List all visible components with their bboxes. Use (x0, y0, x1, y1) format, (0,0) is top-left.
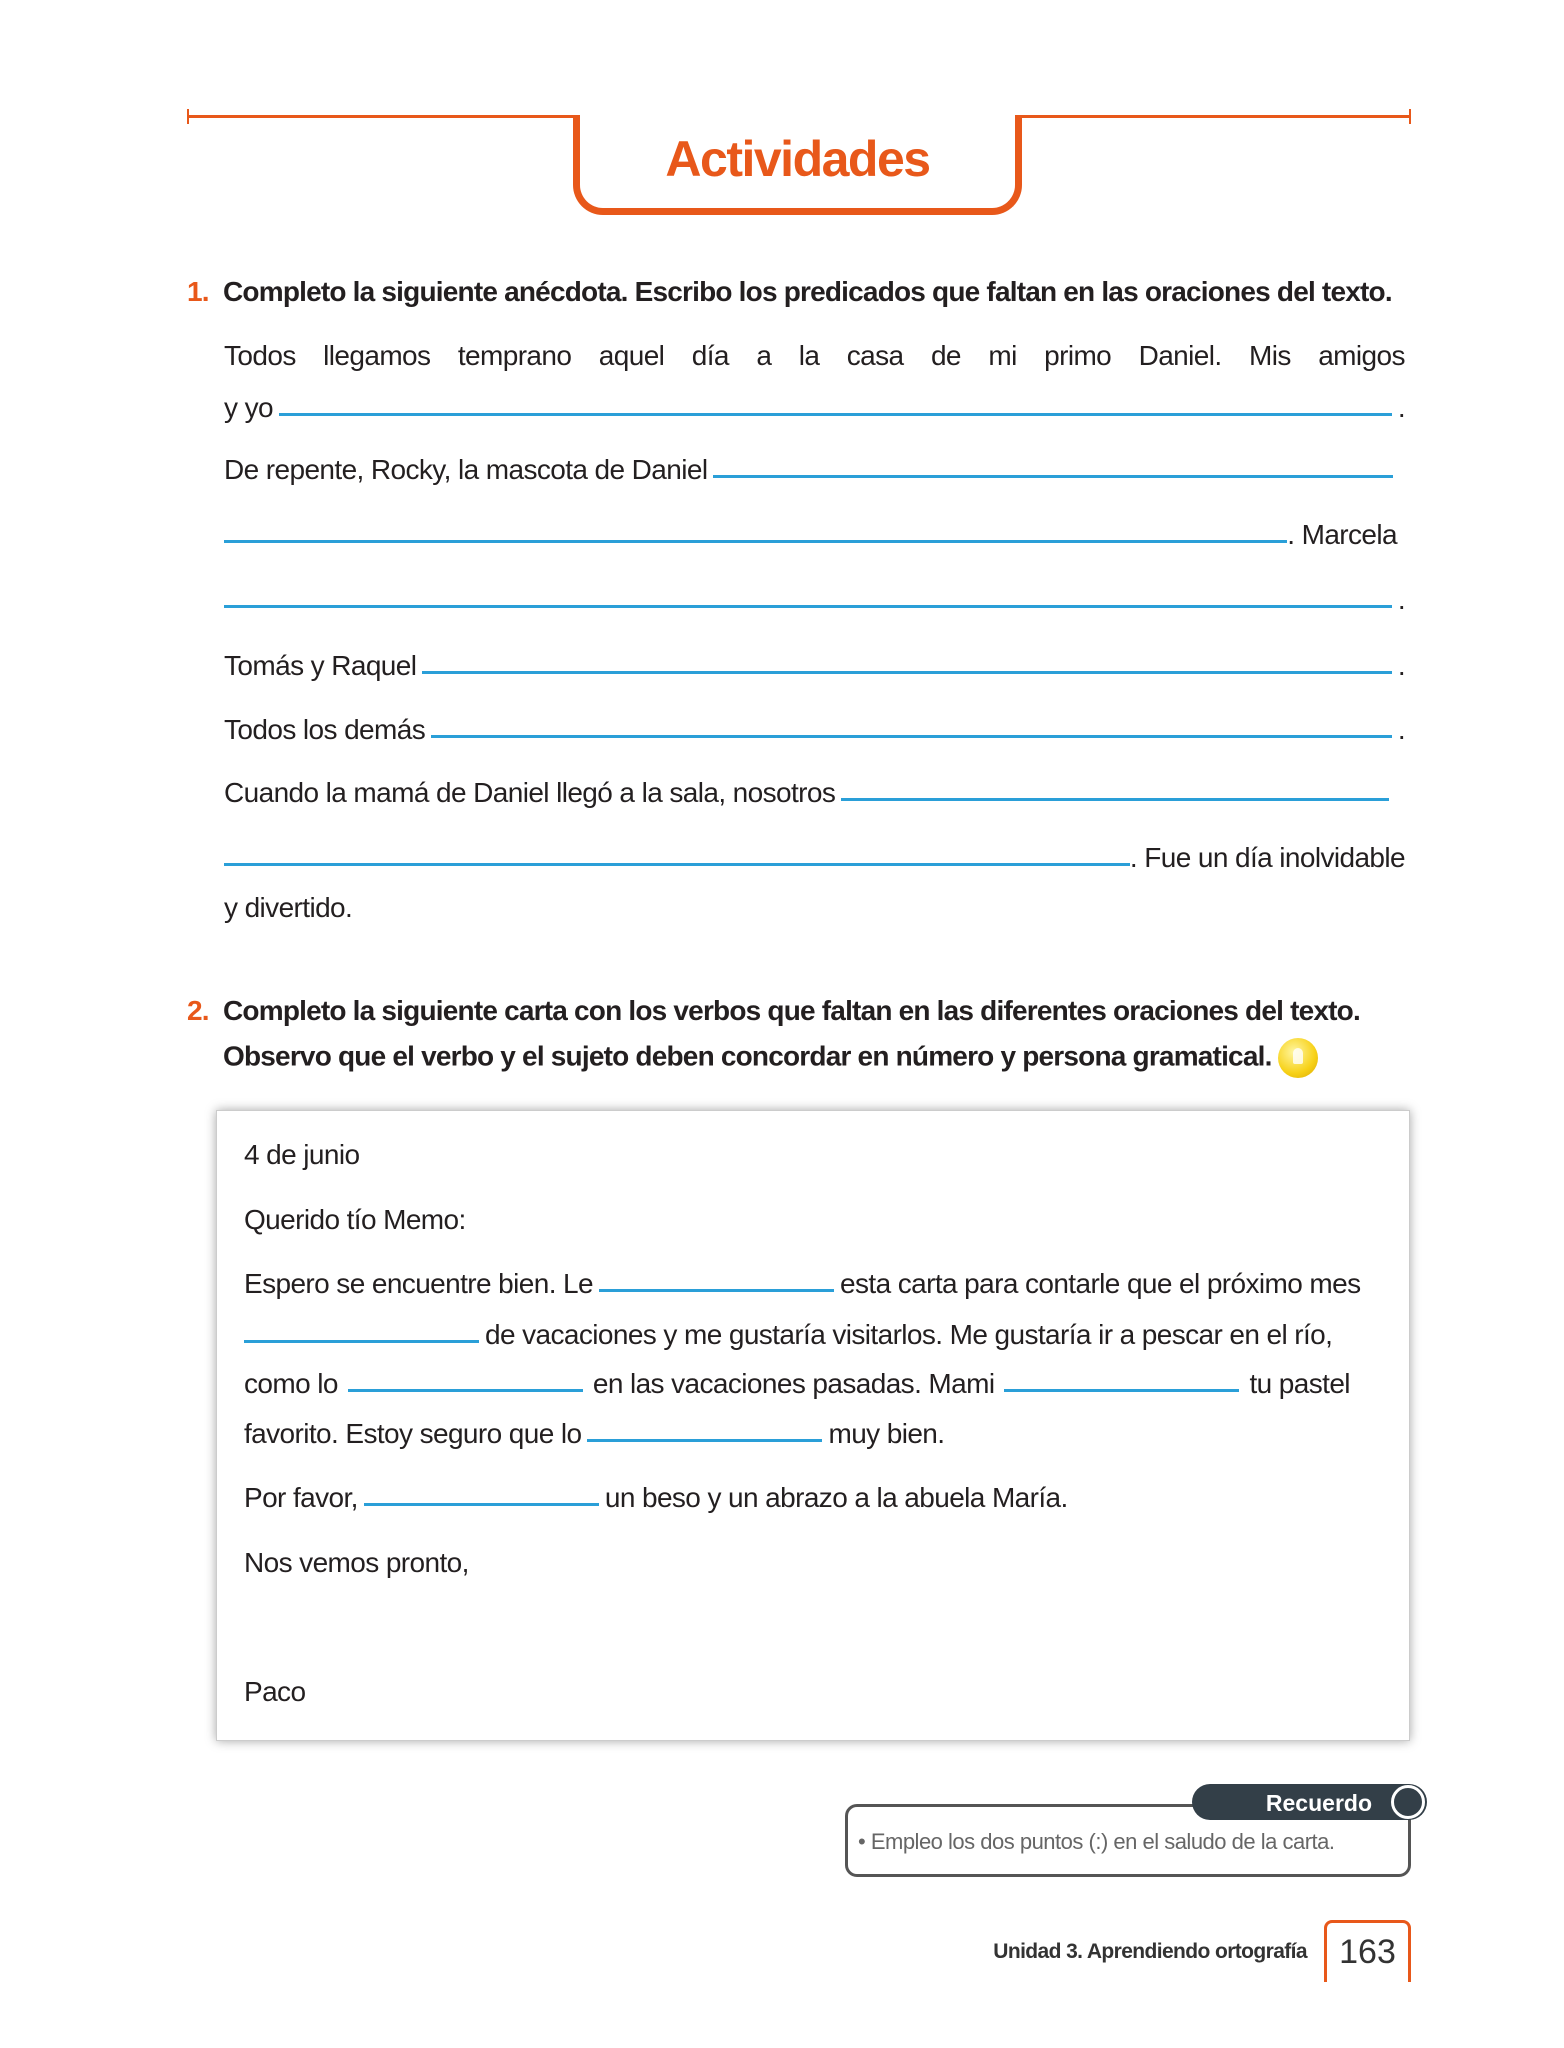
letter-line-1 (244, 1264, 1392, 1300)
word: Daniel. (1138, 340, 1222, 371)
text: Nos vemos pronto, (244, 1547, 469, 1578)
q1-line-9 (224, 838, 1405, 874)
q1-line-5 (224, 580, 1405, 616)
reminder-tab (1192, 1784, 1427, 1820)
period: . (1397, 650, 1405, 681)
reminder-title: Recuerdo (1265, 1790, 1372, 1816)
letter-closing (244, 1543, 1392, 1579)
word: día (691, 340, 729, 371)
word: mi (988, 340, 1017, 371)
q1-line-6 (224, 646, 1405, 682)
section-title: Actividades (665, 131, 930, 187)
answer-blank[interactable] (713, 475, 1393, 478)
text: Cuando la mamá de Daniel llegó a la sala, nosotros (224, 777, 836, 808)
answer-blank[interactable] (279, 413, 1392, 416)
text: de vacaciones y me gustaría visitarlos. Me gustaría ir a pescar en el río, (485, 1319, 1333, 1350)
period: . (1397, 392, 1405, 423)
q1-line-8 (224, 773, 1405, 809)
circle-icon (1391, 1785, 1425, 1819)
text: 4 de junio (244, 1139, 360, 1170)
q1-instruction-text: Completo la siguiente anécdota. Escribo los predicados que faltan en las oraciones del texto. (223, 276, 1392, 307)
text: y divertido. (224, 892, 353, 923)
letter-line-3 (244, 1364, 1392, 1400)
text: . Marcela (1287, 519, 1397, 550)
word: amigos (1318, 340, 1405, 371)
text: un beso y un abrazo a la abuela María. (604, 1482, 1068, 1513)
answer-blank[interactable] (364, 1503, 599, 1506)
text: Observo que el verbo y el sujeto deben concordar en número y persona gramatical. (223, 1040, 1272, 1072)
word: a (756, 340, 772, 371)
word: primo (1044, 340, 1112, 371)
answer-blank[interactable] (841, 798, 1389, 801)
text: como lo (244, 1368, 338, 1399)
text: De repente, Rocky, la mascota de Daniel (224, 454, 708, 485)
answer-blank[interactable] (599, 1289, 834, 1292)
page-number: 163 (1324, 1920, 1411, 1982)
answer-blank[interactable] (348, 1389, 583, 1392)
text: esta carta para contarle que el próximo mes (840, 1268, 1361, 1299)
period: . (1397, 584, 1405, 615)
letter-line-4 (244, 1414, 1392, 1450)
text: Por favor, (244, 1482, 358, 1513)
lightbulb-icon (1278, 1038, 1318, 1078)
letter-signature (244, 1672, 1392, 1708)
q2-number: 2. (187, 995, 209, 1026)
q1-line-4 (224, 515, 1405, 551)
letter-greeting (244, 1200, 1392, 1236)
q2-instruction-1 (187, 995, 1360, 1027)
period: . (1397, 714, 1405, 745)
q1-number: 1. (187, 276, 209, 307)
answer-blank[interactable] (422, 671, 1391, 674)
word: temprano (457, 340, 572, 371)
text: en las vacaciones pasadas. Mami (592, 1368, 995, 1399)
text: Tomás y Raquel (224, 650, 417, 681)
text: . Fue un día inolvidable (1129, 842, 1405, 873)
text: Paco (244, 1676, 306, 1707)
text: tu pastel (1249, 1368, 1350, 1399)
word: Mis (1249, 340, 1291, 371)
section-title-tab (573, 115, 1022, 215)
answer-blank[interactable] (224, 863, 1130, 866)
reminder-text: • Empleo los dos puntos (:) en el saludo de la carta. (858, 1829, 1335, 1854)
letter-box (216, 1110, 1410, 1741)
text: y yo (224, 392, 273, 423)
word: de (930, 340, 961, 371)
letter-date (244, 1135, 1392, 1171)
word: Todos (224, 340, 296, 371)
q1-line-10 (224, 888, 1405, 924)
q1-line-3 (224, 450, 1405, 486)
answer-blank[interactable] (224, 605, 1392, 608)
letter-line-2 (244, 1315, 1392, 1351)
word: casa (846, 340, 904, 371)
word: llegamos (323, 340, 431, 371)
q1-line-7 (224, 710, 1405, 746)
q1-line-2 (224, 388, 1405, 424)
word: la (798, 340, 820, 371)
text: Completo la siguiente carta con los verbos que faltan en las diferentes oraciones del texto. (223, 995, 1360, 1026)
q2-instruction-2 (223, 1038, 1318, 1078)
text: Querido tío Memo: (244, 1204, 466, 1235)
answer-blank[interactable] (244, 1340, 479, 1343)
q1-instruction (187, 276, 1392, 308)
answer-blank[interactable] (224, 540, 1287, 543)
answer-blank[interactable] (431, 735, 1392, 738)
text: Todos los demás (224, 714, 426, 745)
text: Espero se encuentre bien. Le (244, 1268, 594, 1299)
answer-blank[interactable] (587, 1439, 822, 1442)
word: aquel (598, 340, 665, 371)
answer-blank[interactable] (1004, 1389, 1239, 1392)
q1-line-1 (224, 336, 1405, 372)
text: favorito. Estoy seguro que lo (244, 1418, 582, 1449)
footer-unit: Unidad 3. Aprendiendo ortografía (993, 1940, 1307, 1963)
text: muy bien. (828, 1418, 945, 1449)
letter-line-5 (244, 1478, 1392, 1514)
